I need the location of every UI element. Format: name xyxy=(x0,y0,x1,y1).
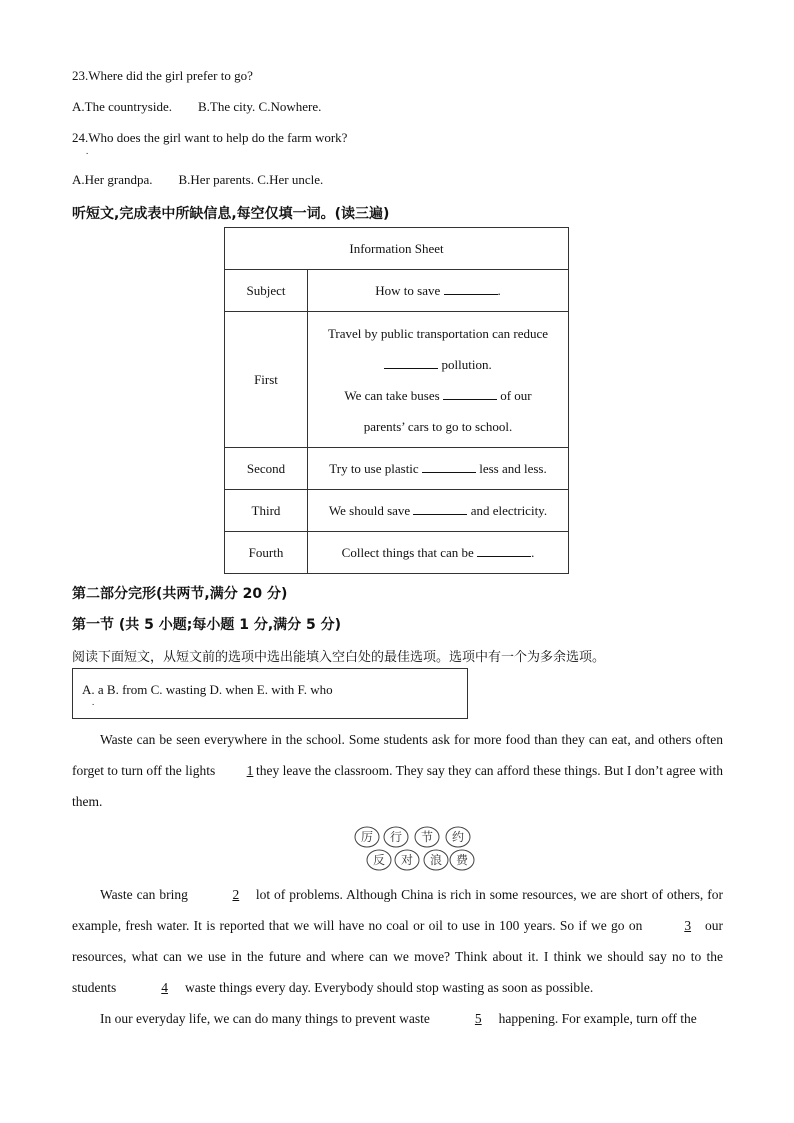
answer-blank[interactable] xyxy=(477,544,531,557)
question-24: 24.Who does the girl want to help do the farm work? xyxy=(72,130,348,145)
table-title: Information Sheet xyxy=(225,228,569,270)
stamp-char: 对 xyxy=(400,853,414,867)
passage-paragraph-2: Waste can bring 2 lot of problems. Although China is rich in some resources, we are short of others, for example, fresh water. It is reported that we will have no coal or oil to use in 100 years. So if we go on 3 our resources, what can we use in the future and where can we move? Think about it. I think we should say no to the students 4 waste things every day. Everybody should stop wasting as soon as possible. xyxy=(72,879,723,1003)
row-content: How to save . xyxy=(308,270,569,312)
answer-blank[interactable] xyxy=(444,282,498,295)
stamp-char: 浪 xyxy=(429,853,443,867)
option-bc: B.Her parents. C.Her uncle. xyxy=(178,172,324,187)
row-content: Try to use plastic less and less. xyxy=(308,448,569,490)
cloze-gap-5[interactable]: 5 xyxy=(474,1011,482,1026)
stamp-char: 反 xyxy=(372,853,386,867)
stamp-char: 节 xyxy=(420,830,434,844)
question-23: 23.Where did the girl prefer to go? xyxy=(72,68,253,83)
row-content: We should save and electricity. xyxy=(308,490,569,532)
row-content: Collect things that can be . xyxy=(308,532,569,574)
stamp-cloud xyxy=(424,850,448,870)
answer-blank[interactable] xyxy=(413,502,467,515)
answer-blank[interactable] xyxy=(384,356,438,369)
part2-title: 第二部分完形(共两节,满分 20 分) xyxy=(72,586,288,602)
stamp-char: 约 xyxy=(451,830,465,844)
row-content: Travel by public transportation can reduce pollution. We can take buses of our parents’ cars to go to school. xyxy=(308,312,569,448)
cloze-gap-3[interactable]: 3 xyxy=(684,918,692,933)
option-a: A.Her grandpa. xyxy=(72,172,153,187)
information-sheet-table xyxy=(224,227,569,574)
row-label: Third xyxy=(225,490,308,532)
listening-instruction: 听短文,完成表中所缺信息,每空仅填一词。(读三遍) xyxy=(72,206,390,222)
cloze-gap-2[interactable]: 2 xyxy=(232,887,240,902)
question-23-options xyxy=(72,99,321,115)
section1-instruction: 阅读下面短文，从短文前的选项中选出能填入空白处的最佳选项。选项中有一个为多余选项。 xyxy=(72,650,606,665)
section1-title: 第一节 (共 5 小题;每小题 1 分,满分 5 分) xyxy=(72,617,342,633)
table-row xyxy=(225,312,569,448)
cloze-gap-1[interactable]: 1 xyxy=(246,763,254,778)
table-row xyxy=(225,270,569,312)
stamp-cloud xyxy=(367,850,391,870)
row-label: First xyxy=(225,312,308,448)
stamp-char: 厉 xyxy=(360,830,374,844)
stamp-cloud xyxy=(446,827,470,847)
stamp-char: 费 xyxy=(455,853,469,867)
question-24-options xyxy=(72,172,323,188)
answer-blank[interactable] xyxy=(443,387,497,400)
cloze-gap-4[interactable]: 4 xyxy=(161,980,169,995)
option-list: A. a B. from C. wasting D. when E. with F. who xyxy=(82,682,333,697)
stamp-cloud xyxy=(415,827,439,847)
passage-paragraph-3: In our everyday life, we can do many things to prevent waste 5 happening. For example, turn off the xyxy=(72,1003,723,1034)
table-row xyxy=(225,532,569,574)
table-row xyxy=(225,448,569,490)
option-a: A.The countryside. xyxy=(72,99,173,114)
row-label: Second xyxy=(225,448,308,490)
option-box xyxy=(72,668,468,719)
save-food-stamp-image xyxy=(352,826,476,872)
stray-dot: . xyxy=(86,146,89,156)
row-label: Subject xyxy=(225,270,308,312)
stamp-cloud xyxy=(450,850,474,870)
option-bc: B.The city. C.Nowhere. xyxy=(198,99,322,114)
row-label: Fourth xyxy=(225,532,308,574)
stamp-cloud xyxy=(384,827,408,847)
stamp-cloud xyxy=(355,827,379,847)
answer-blank[interactable] xyxy=(422,460,476,473)
stamp-cloud xyxy=(395,850,419,870)
table-row xyxy=(225,490,569,532)
stamp-char: 行 xyxy=(389,830,403,844)
passage-paragraph-1: Waste can be seen everywhere in the school. Some students ask for more food than they can eat, and others often forget to turn off the lights 1 they leave the classroom. They say they can afford these things. But I don’t agree with them. xyxy=(72,732,724,809)
stray-dot: . xyxy=(92,697,95,707)
